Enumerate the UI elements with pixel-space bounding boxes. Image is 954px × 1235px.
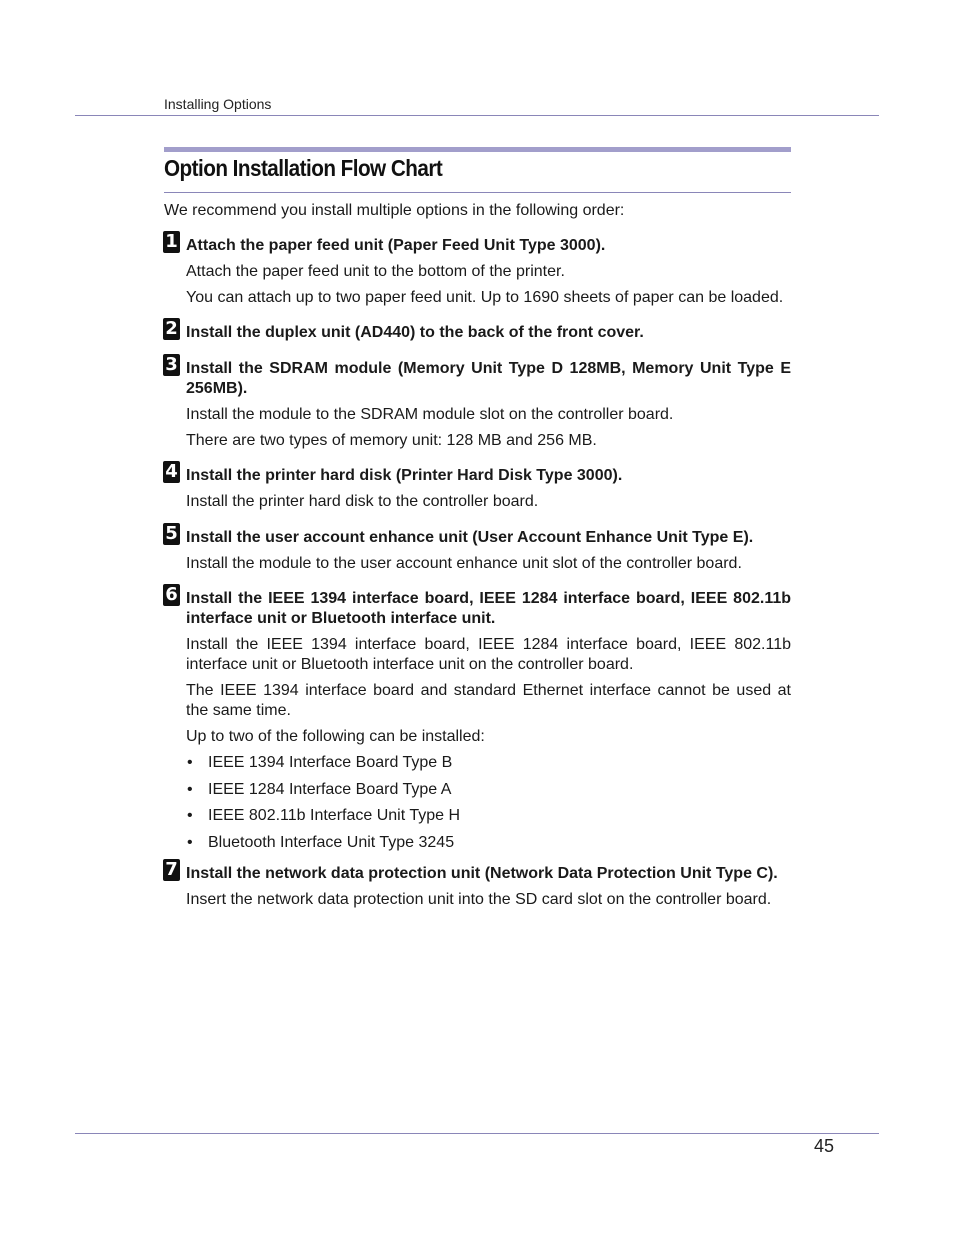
step-3 bbox=[164, 354, 791, 451]
step-number-badge: 1 bbox=[163, 231, 180, 253]
steps-list bbox=[164, 231, 791, 910]
top-rule bbox=[75, 115, 879, 116]
step-number-badge: 6 bbox=[163, 584, 180, 606]
step-paragraph: Install the printer hard disk to the controller board. bbox=[186, 493, 539, 510]
step-5 bbox=[164, 523, 791, 574]
list-item: • IEEE 1394 Interface Board Type B bbox=[186, 753, 791, 773]
step-paragraph: Up to two of the following can be installed: bbox=[186, 728, 485, 745]
step-2 bbox=[164, 318, 791, 343]
step-paragraph: You can attach up to two paper feed unit. Up to 1690 sheets of paper can be loaded. bbox=[186, 289, 784, 306]
step-heading: Attach the paper feed unit (Paper Feed Unit Type 3000). bbox=[186, 237, 606, 254]
list-item: • IEEE 802.11b Interface Unit Type H bbox=[186, 806, 791, 826]
list-item: • IEEE 1284 Interface Board Type A bbox=[186, 780, 791, 800]
bottom-rule bbox=[75, 1133, 879, 1134]
step-paragraph: Insert the network data protection unit into the SD card slot on the controller board. bbox=[186, 891, 772, 908]
step-number-badge: 4 bbox=[163, 461, 180, 483]
title-rule bbox=[164, 192, 791, 193]
step-heading: Install the SDRAM module (Memory Unit Type D 128MB, Memory Unit Type E 256MB). bbox=[186, 360, 791, 397]
step-1 bbox=[164, 231, 791, 308]
step-paragraph: Install the module to the SDRAM module slot on the controller board. bbox=[186, 406, 674, 423]
step-number-badge: 3 bbox=[163, 354, 180, 376]
step-heading: Install the printer hard disk (Printer Hard Disk Type 3000). bbox=[186, 467, 623, 484]
step-heading: Install the duplex unit (AD440) to the back of the front cover. bbox=[186, 324, 644, 341]
step-number-badge: 7 bbox=[163, 859, 180, 881]
step-6 bbox=[164, 584, 791, 853]
list-item: • Bluetooth Interface Unit Type 3245 bbox=[186, 833, 791, 853]
page-number: 45 bbox=[813, 1136, 834, 1156]
step-paragraph: The IEEE 1394 interface board and standard Ethernet interface cannot be used at the same time. bbox=[186, 682, 791, 719]
step-paragraph: Attach the paper feed unit to the bottom of the printer. bbox=[186, 263, 565, 280]
step-paragraph: There are two types of memory unit: 128 MB and 256 MB. bbox=[186, 432, 597, 449]
step-paragraph: Install the IEEE 1394 interface board, IEEE 1284 interface board, IEEE 802.11b interface unit or Bluetooth interface unit on the controller board. bbox=[186, 636, 791, 673]
page-title: Option Installation Flow Chart bbox=[164, 155, 443, 181]
running-head: Installing Options bbox=[164, 96, 272, 112]
step-heading: Install the network data protection unit (Network Data Protection Unit Type C). bbox=[186, 865, 778, 882]
step-number-badge: 5 bbox=[163, 523, 180, 545]
step-paragraph: Install the module to the user account enhance unit slot of the controller board. bbox=[186, 555, 742, 572]
intro-text: We recommend you install multiple options in the following order: bbox=[164, 202, 625, 219]
step-4 bbox=[164, 461, 791, 512]
step-number-badge: 2 bbox=[163, 318, 180, 340]
step-heading: Install the IEEE 1394 interface board, IEEE 1284 interface board, IEEE 802.11b interface unit or Bluetooth interface unit. bbox=[186, 590, 791, 627]
step-7 bbox=[164, 859, 791, 910]
title-bar bbox=[164, 147, 791, 152]
step-heading: Install the user account enhance unit (User Account Enhance Unit Type E). bbox=[186, 529, 754, 546]
interface-options-list bbox=[186, 753, 791, 853]
